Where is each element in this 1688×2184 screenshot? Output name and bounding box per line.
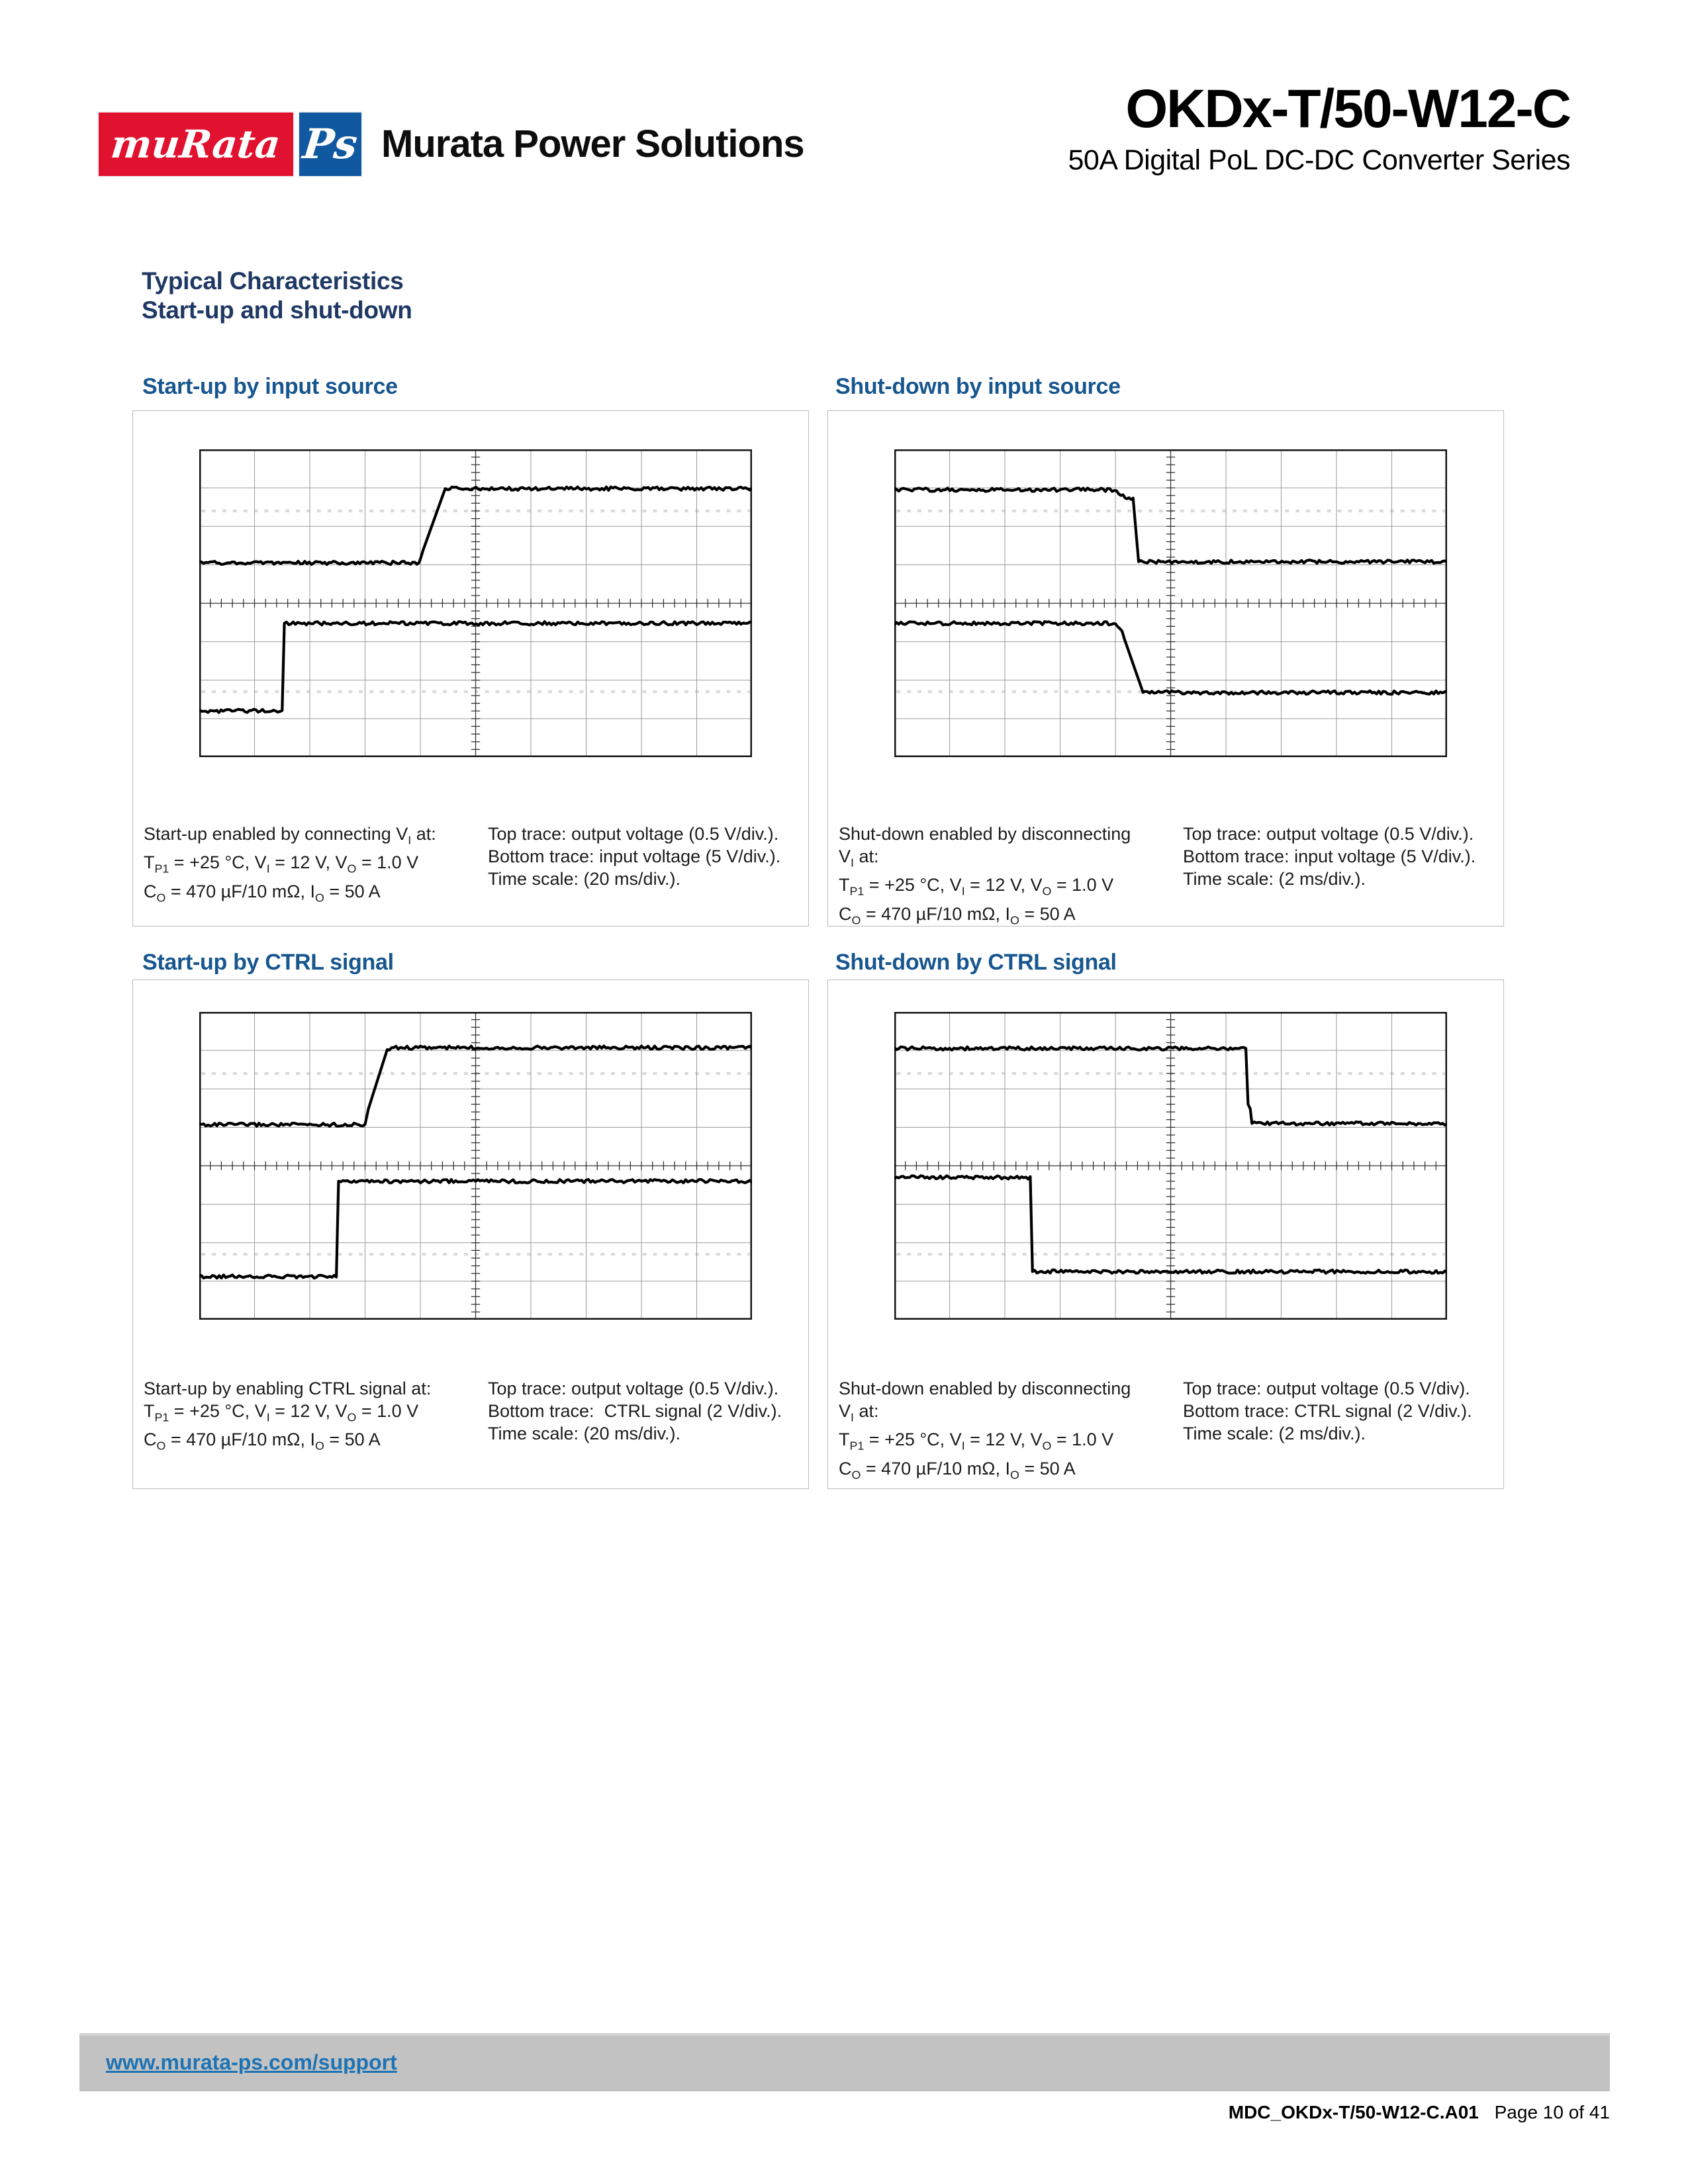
caption-line: Bottom trace: input voltage (5 V/div.). — [488, 846, 781, 866]
caption-line: Time scale: (20 ms/div.). — [488, 869, 681, 889]
caption-line: $T_{P1} = +25$ °C, $V_I = 12$ V, $V_O = 1.0$ V — [839, 1430, 1114, 1453]
caption-line: $T_{P1} = +25$ °C, $V_I = 12$ V, $V_O = 1.0$ V — [144, 1401, 419, 1424]
chart-panel-shutdown-input — [827, 410, 1504, 927]
document-id: MDC_OKDx-T/50-W12-C.A01 — [1228, 2102, 1479, 2122]
scope-graticule — [894, 1012, 1447, 1320]
caption-line: $T_{P1} = +25$ °C, $V_I = 12$ V, $V_O = 1.0$ V — [839, 875, 1114, 898]
caption-line: Bottom trace: input voltage (5 V/div.). — [1183, 846, 1476, 866]
caption-line: Start-up by enabling CTRL signal at: — [144, 1379, 432, 1398]
scope-graticule — [199, 449, 752, 757]
caption-line: Top trace: output voltage (0.5 V/div.). — [1183, 824, 1474, 844]
ps-logo — [298, 111, 363, 177]
caption-line: $C_O = 470$ µF/10 mΩ, $I_O = 50$ A — [839, 903, 1076, 927]
chart-title-startup-input: Start-up by input source — [142, 374, 398, 399]
product-series-title: OKDx-T/50-W12-C — [1125, 79, 1570, 139]
test-conditions — [839, 823, 1183, 931]
trace-legend — [1183, 823, 1476, 931]
section-subheading: Start-up and shut-down — [142, 296, 412, 324]
caption-line: Shut-down enabled by disconnecting — [839, 1379, 1131, 1398]
caption-line: Time scale: (2 ms/div.). — [1183, 869, 1366, 889]
murata-logo — [97, 111, 295, 177]
chart-panel-startup-input — [132, 410, 809, 927]
section-heading: Typical Characteristics — [142, 267, 404, 295]
oscilloscope-plot — [894, 449, 1447, 757]
trace-legend — [488, 1377, 782, 1457]
chart-title-startup-ctrl: Start-up by CTRL signal — [142, 950, 394, 975]
ps-logo-text: Ps — [301, 120, 360, 168]
caption-line: Top trace: output voltage (0.5 V/div). — [1183, 1379, 1470, 1398]
caption-line: $V_I$ at: — [839, 1401, 879, 1424]
chart-title-shutdown-ctrl: Shut-down by CTRL signal — [835, 950, 1117, 975]
caption-line: Time scale: (2 ms/div.). — [1183, 1424, 1366, 1443]
murata-logo-text: muRata — [109, 122, 283, 167]
support-link[interactable]: www.murata-ps.com/support — [106, 2050, 397, 2074]
caption-line: $C_O = 470$ µF/10 mΩ, $I_O = 50$ A — [144, 1430, 381, 1453]
caption-line: $V_I$ at: — [839, 846, 879, 870]
test-conditions — [144, 823, 488, 909]
test-conditions — [839, 1377, 1183, 1486]
caption-line: Bottom trace: CTRL signal (2 V/div.). — [1183, 1401, 1472, 1421]
caption-line: Bottom trace: CTRL signal (2 V/div.). — [488, 1401, 782, 1421]
page-number: Page 10 of 41 — [1494, 2102, 1610, 2122]
caption-line: Top trace: output voltage (0.5 V/div.). — [488, 1379, 779, 1398]
footer-bar — [79, 2033, 1610, 2091]
oscilloscope-plot — [199, 1012, 752, 1320]
trace-legend — [1183, 1377, 1472, 1486]
trace-legend — [488, 823, 780, 909]
caption-line: $C_O = 470$ µF/10 mΩ, $I_O = 50$ A — [839, 1458, 1076, 1482]
chart-panel-shutdown-ctrl — [827, 979, 1504, 1489]
caption-line: $T_{P1} = +25$ °C, $V_I = 12$ V, $V_O = 1.0$ V — [144, 852, 419, 876]
test-conditions — [144, 1377, 488, 1457]
caption-line: $C_O = 470$ µF/10 mΩ, $I_O = 50$ A — [144, 881, 381, 905]
brand-name: Murata Power Solutions — [381, 122, 804, 165]
scope-graticule — [894, 449, 1447, 757]
chart-panel-startup-ctrl — [132, 979, 809, 1489]
product-series-subtitle: 50A Digital PoL DC-DC Converter Series — [1068, 144, 1570, 176]
footer-doc-line — [1229, 2102, 1610, 2123]
caption-line: Start-up enabled by connecting $V_I$ at: — [144, 824, 436, 847]
chart-title-shutdown-input: Shut-down by input source — [835, 374, 1121, 399]
oscilloscope-plot — [199, 449, 752, 757]
caption-line: Time scale: (20 ms/div.). — [488, 1424, 681, 1443]
caption-line: Shut-down enabled by disconnecting — [839, 824, 1131, 844]
oscilloscope-plot — [894, 1012, 1447, 1320]
scope-graticule — [199, 1012, 752, 1320]
caption-line: Top trace: output voltage (0.5 V/div.). — [488, 824, 779, 844]
